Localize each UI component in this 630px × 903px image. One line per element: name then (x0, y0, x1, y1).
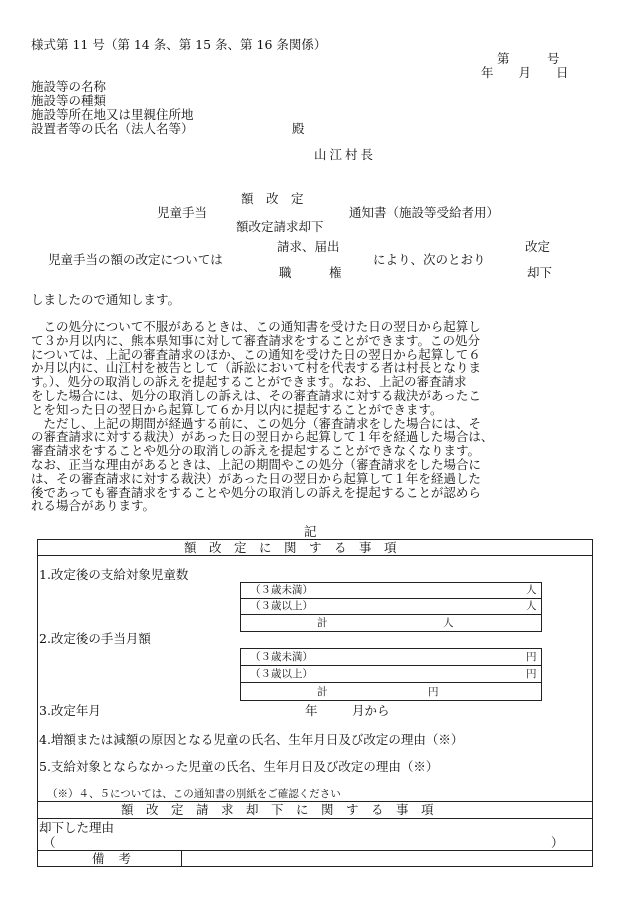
notice-line: す。）、処分の取消しの訴えを提起することができます。なお、上記の審査請求 (31, 374, 467, 390)
facility-address-label: 施設等所在地又は里親住所地 (31, 107, 194, 122)
unit-yen: 円 (526, 651, 537, 663)
establisher-name-label: 設置者等の氏名（法人名等） (31, 121, 194, 136)
table-divider (240, 614, 542, 615)
notice-line: この処分について不服があるときは、この通知書を受けた日の翌日から起算し (31, 319, 481, 334)
sentence-left: 児童手当の額の改定については (48, 252, 223, 267)
paren-open: （ (43, 835, 56, 850)
over3-label: （３歳以上） (250, 600, 313, 612)
total-label: 計 (317, 617, 328, 629)
notice-line: なお、正当な理由があるときは、上記の期間やこの処分（審査請求をした場合に (31, 456, 482, 472)
rejection-header: 額 改 定 請 求 却 下 に 関 す る 事 項 (121, 802, 434, 817)
under3-label: （３歳未満） (250, 651, 313, 663)
title-right: 通知書（施設等受給者用） (349, 205, 500, 220)
remarks-divider (181, 850, 182, 867)
ki-mark: 記 (304, 524, 317, 539)
notice-line: とを知った日の翌日から起算して６か月以内に提起することができます。 (31, 401, 443, 417)
item3-year: 年 (305, 703, 318, 718)
notice-line: をした場合には、処分の取消しの訴えは、その審査請求に対する裁決があったこ (31, 387, 481, 403)
honorific: 殿 (292, 121, 305, 136)
facility-type-label: 施設等の種類 (31, 93, 107, 108)
unit-person: 人 (526, 600, 537, 612)
item1-label: 1.改定後の支給対象児童数 (39, 567, 189, 582)
item5-label: 5.支給対象とならなかった児童の氏名、生年月日及び改定の理由（※） (39, 759, 439, 774)
title-left: 児童手当 (157, 205, 208, 220)
notice-line: て３か月以内に、熊本県知事に対して審査請求をすることができます。この処分 (31, 332, 481, 348)
under3-label: （３歳未満） (250, 584, 313, 596)
unit-person: 人 (526, 584, 537, 596)
doc-number-label: 第 号 (497, 51, 560, 66)
footnote: （※）４、５については、この通知書の別紙をご確認ください (47, 788, 341, 800)
date-label: 年 月 日 (481, 65, 569, 80)
notice-line: れる場合があります。 (31, 498, 156, 514)
unit-yen: 円 (428, 686, 439, 698)
notice-line: 審査請求をすることや処分の取消しの訴えを提起することができなくなります。 (31, 443, 481, 459)
remarks-label: 備考 (92, 851, 146, 866)
notice-line: については、上記の審査請求のほか、この通知を受けた日の翌日から起算して６ (31, 346, 481, 362)
item2-label: 2.改定後の手当月額 (39, 631, 151, 646)
sentence-end: しましたので通知します。 (31, 292, 181, 307)
item3-label: 3.改定年月 (39, 703, 101, 718)
appeal-notice (31, 320, 591, 513)
notice-line: は、その審査請求に対する裁決）があった日の翌日から起算して１年を経過した (31, 470, 481, 486)
option-rejection: 却下 (527, 265, 553, 280)
table-divider (37, 818, 593, 819)
issuer: 山江村長 (314, 147, 377, 162)
option-request: 請求、届出 (277, 239, 340, 254)
title-option-rejection: 額改定請求却下 (236, 219, 324, 234)
table-divider (240, 665, 542, 666)
title-option-revision: 額 改 定 (241, 191, 304, 206)
revision-table-header: 額 改 定 に 関 す る 事 項 (184, 540, 397, 555)
notice-line: 後であっても審査請求をすることや処分の取消しの訴えを提起することが認めら (31, 484, 481, 500)
notice-line: の審査請求に対する裁決）があった日の翌日から起算して１年を経過した場合は、 (31, 429, 494, 445)
facility-name-label: 施設等の名称 (31, 79, 107, 94)
notice-line: か月以内に、山江村を被告として（訴訟において村を代表する者は村長となりま (31, 360, 482, 376)
total-label: 計 (317, 686, 328, 698)
unit-yen: 円 (526, 668, 537, 680)
sentence-middle: により、次のとおり (373, 252, 486, 267)
option-revision: 改定 (525, 239, 551, 254)
notice-line: ただし、上記の期間が経過する前に、この処分（審査請求をした場合には、そ (31, 415, 482, 431)
unit-person: 人 (443, 617, 454, 629)
table-divider (240, 598, 542, 599)
table-divider (240, 682, 542, 683)
form-number: 様式第 11 号（第 14 条、第 15 条、第 16 条関係） (31, 37, 327, 52)
over3-label: （３歳以上） (250, 668, 313, 680)
rejection-reason-label: 却下した理由 (39, 820, 115, 835)
item3-month: 月から (352, 703, 390, 718)
item4-label: 4.増額または減額の原因となる児童の氏名、生年月日及び改定の理由（※） (39, 732, 464, 747)
option-ex-officio: 職 権 (279, 265, 342, 280)
paren-close: ） (551, 835, 564, 850)
